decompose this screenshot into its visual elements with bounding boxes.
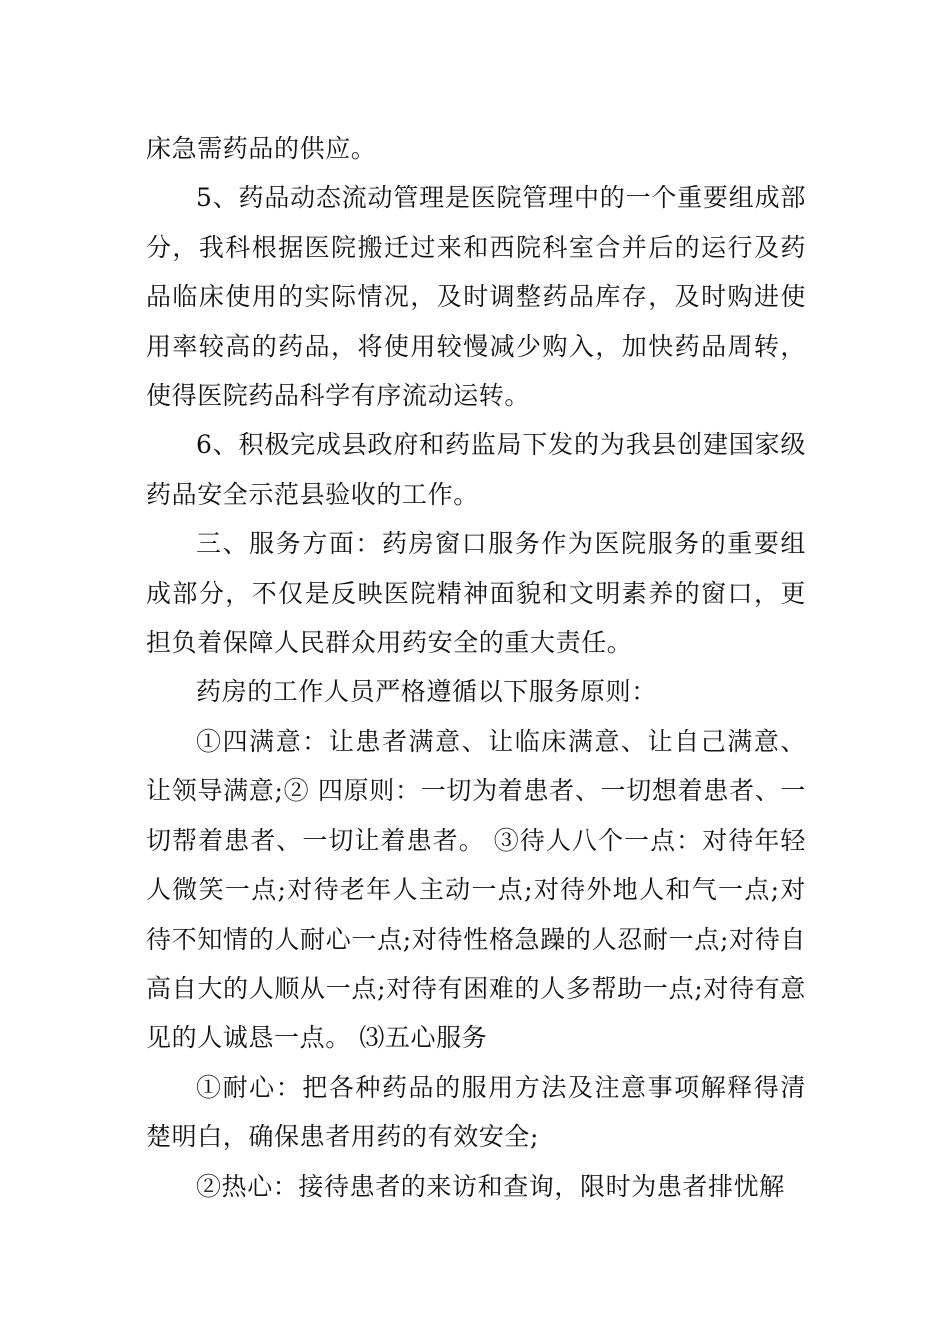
paragraph-6: ①四满意：让患者满意、让临床满意、让自己满意、让领导满意;② 四原则：一切为着患者、一切想着患者、一切帮着患者、一切让着患者。 ③待人八个一点：对待年轻人微笑一点;对待老年人主动一点;对待外地人和气一点;对待不知情的人耐心一点;对待性格急躁的人忍耐一点;对待自高自大的人顺从一点;对待有困难的人多帮助一点;对待有意见的人诚恳一点。 ⑶五心服务 [146, 726, 806, 1053]
paragraph-8: ②热心：接待患者的来访和查询，限时为患者排忧解 [196, 1171, 785, 1201]
paragraph-7: ①耐心：把各种药品的服用方法及注意事项解释得清楚明白，确保患者用药的有效安全; [146, 1072, 806, 1152]
paragraph-1: 床急需药品的供应。 [146, 134, 377, 163]
document-body [146, 124, 806, 1211]
paragraph-3: 6、积极完成县政府和药监局下发的为我县创建国家级药品安全示范县验收的工作。 [146, 430, 806, 509]
paragraph-4: 三、服务方面：药房窗口服务作为医院服务的重要组成部分，不仅是反映医院精神面貌和文明素养的窗口，更担负着保障人民群众用药安全的重大责任。 [146, 529, 806, 658]
paragraph-2: 5、药品动态流动管理是医院管理中的一个重要组成部分，我科根据医院搬迁过来和西院科室合并后的运行及药品临床使用的实际情况，及时调整药品库存，及时购进使用率较高的药品，将使用较慢减少购入，加快药品周转，使得医院药品科学有序流动运转。 [146, 183, 806, 411]
paragraph-5: 药房的工作人员严格遵循以下服务原则： [196, 677, 657, 707]
